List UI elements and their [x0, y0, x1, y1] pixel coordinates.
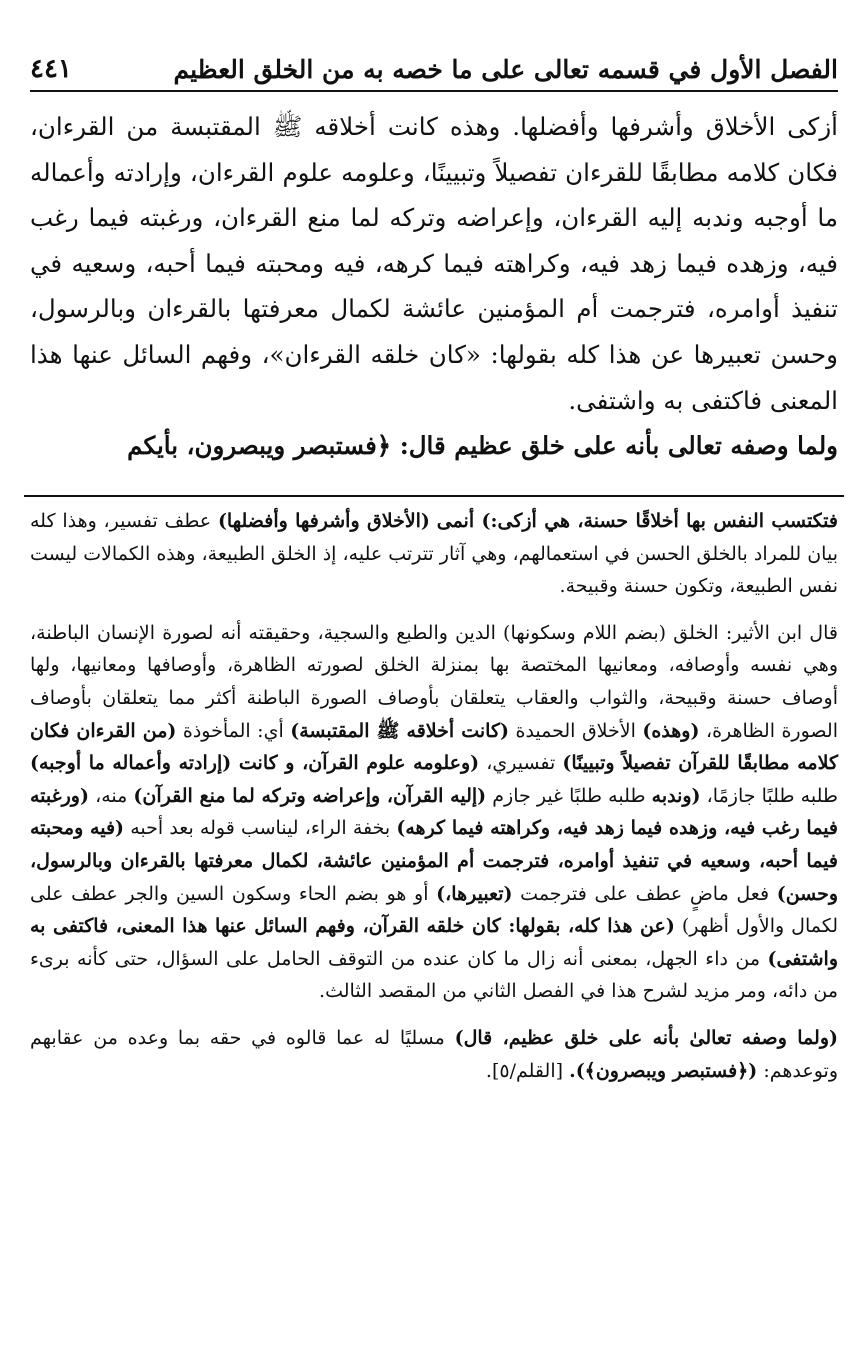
commentary-text: عطف تفسير، وهذا كله بيان للمراد بالخلق الحسن في استعمالهم، وهي آثار تترتب عليه، إذ الخلق الطبيعة، وهذه الكمالات ليست نفس الطبيعة، وتكون حسنة وقبيحة. [30, 510, 838, 598]
commentary-bold-text: (وندبه [651, 784, 701, 807]
commentary-paragraph [30, 617, 838, 1008]
main-paragraph: أزكى الأخلاق وأشرفها وأفضلها. وهذه كانت أخلاقه ﷺ المقتبسة من القرءان، فكان كلامه مطابقًا للقرءان تفصيلاً وتبيينًا، وعلومه علوم القرءان، وإرادته وأعماله ما أوجبه وندبه إليه القرءان، وإعراضه وتركه لما منع القرءان، ورغبته فيما رغب فيه، وزهده فيما زهد فيه، وكراهته فيما كرهه، فيه ومحبته فيما أحبه، وسعيه في تنفيذ أوامره، فترجمت أم المؤمنين عائشة لكمال معرفتها بالقرءان وبالرسول، وحسن تعبيرها عن هذا كله بقولها: «كان خلقه القرءان»، وفهم السائل عنها هذا المعنى فاكتفى به واشتفى. [30, 112, 838, 415]
commentary-bold-text: (ورغبته فيما رغب فيه، وزهده فيما زهد فيه، وكراهته فيما كرهه) [30, 784, 839, 840]
page-number: ٤٤١ [30, 54, 72, 84]
commentary-bold-text: (كانت أخلاقه ﷺ المقتبسة) [290, 719, 509, 742]
commentary-text: طلبه طلبًا غير جازم [492, 784, 646, 807]
commentary-bold-text: (الأخلاق وأشرفها وأفضلها) [217, 510, 430, 532]
commentary-section [30, 505, 838, 1087]
commentary-text: فعل ماضٍ عطف على فترجمت [520, 882, 770, 905]
main-text [30, 104, 838, 469]
commentary-bold-text: (وهذه) [642, 719, 700, 742]
commentary-text: طلبه طلبًا جازمًا، [706, 784, 838, 807]
commentary-text: بخفة الراء، ليناسب قوله بعد أحبه [130, 817, 391, 840]
commentary-bold-text: (فيه ومحبته فيما أحبه، وسعيه في تنفيذ أوامره، فترجمت أم المؤمنين عائشة، لكمال معرفتها بالقرءان وبالرسول، وحسن) [30, 817, 839, 905]
commentary-bold-text: فتكتسب النفس بها أخلاقًا حسنة، هي أزكى:) أنمى [436, 510, 838, 532]
main-paragraph-continuation: ولما وصفه تعالى بأنه على خلق عظيم قال: ﴿فستبصر ويبصرون، بأيكم [127, 431, 838, 461]
chapter-title: الفصل الأول في قسمه تعالى على ما خصه به من الخلق العظيم [173, 55, 838, 84]
commentary-bold-text: (﴿فستبصر ويبصرون﴾). [569, 1059, 758, 1082]
commentary-text: أي: المأخوذة [182, 719, 284, 742]
commentary-bold-text: (من القرءان فكان كلامه مطابقًا للقرآن تفصيلاً وتبيينًا) [30, 719, 838, 775]
commentary-text: الأخلاق الحميدة [515, 719, 636, 742]
commentary-bold-text: (إليه القرآن، وإعراضه وتركه لما منع القرآن) [133, 784, 487, 807]
commentary-bold-text: (تعبيرها،) [436, 882, 513, 905]
quran-reference: [القلم/٥]. [485, 1059, 564, 1082]
commentary-text: مسليًا له عما قالوه في حقه بما وعده من عقابهم وتوعدهم: [30, 1026, 838, 1082]
commentary-bold-text: (عن هذا كله، بقولها: كان خلقه القرآن، وفهم السائل عنها هذا المعنى، فاكتفى به واشتفى) [30, 915, 838, 970]
commentary-text: منه، [95, 784, 128, 807]
footnote-separator [24, 495, 844, 497]
commentary-paragraph [30, 505, 838, 603]
running-header [30, 44, 838, 92]
commentary-text: قال ابن الأثير: الخلق (بضم اللام وسكونها) الدين والطبع والسجية، وحقيقته أنه لصورة الإنسان الباطنة، وهي نفسه وأوصافه، ومعانيها المختصة بها بمنزلة الخلق لصورته الظاهرة، وأوصافها ومعانيها، ولها أوصاف حسنة وقبيحة، والثواب والعقاب يتعلقان بأوصاف الصورة الباطنة أكثر مما يتعلقان بأوصاف الصورة الظاهرة، [30, 621, 838, 742]
commentary-bold-text: (ولما وصفه تعالىٰ بأنه على خلق عظيم، قال) [454, 1026, 838, 1049]
commentary-text: من داء الجهل، بمعنى أنه زال ما كان عنده من التوقف الحامل على السؤال، حتى كأنه برىء من دائه، ومر مزيد لشرح هذا في الفصل الثاني من المقصد الثالث. [30, 947, 838, 1003]
commentary-bold-text: (وعلومه علوم القرآن، و كانت (إرادته وأعماله ما أوجبه) [30, 752, 480, 775]
commentary-text: تفسيري، [486, 752, 556, 775]
commentary-text: أو هو بضم الحاء وسكون السين والجر عطف على لكمال والأول أظهر) [30, 882, 838, 938]
commentary-paragraph [30, 1022, 838, 1087]
